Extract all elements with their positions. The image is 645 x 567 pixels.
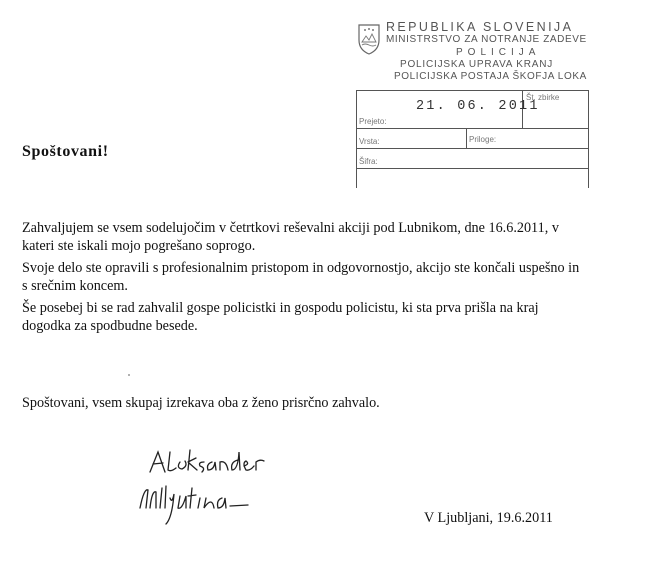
- handwritten-signature: [138, 448, 308, 528]
- letter-closing: Spoštovani, vsem skupaj izrekava oba z ženo prisrčno zahvalo.: [22, 395, 380, 411]
- stamp-received-label: Prejeto:: [359, 117, 387, 126]
- letter-paragraph-thanks: Zahvaljujem se vsem sodelujočim v četrtkovi reševalni akciji pod Lubnikom, dne 16.6.2011, v kateri ste iskali mojo pogrešano soprogo.: [22, 220, 559, 254]
- stamp-header-police: POLICIJA: [456, 47, 541, 58]
- stamp-attachments-label: Priloge:: [469, 135, 497, 144]
- coat-of-arms-icon: [356, 22, 382, 56]
- stamp-registration-grid: [356, 90, 588, 188]
- stamp-header-country: REPUBLIKA SLOVENIJA: [386, 20, 574, 34]
- stamp-header-directorate: POLICIJSKA UPRAVA KRANJ: [400, 59, 554, 70]
- stamp-code-label: Vrsta:: [359, 137, 380, 146]
- letter-greeting: Spoštovani!: [22, 143, 109, 160]
- place-and-date: V Ljubljani, 19.6.2011: [424, 510, 553, 526]
- stamp-header-station: POLICIJSKA POSTAJA ŠKOFJA LOKA: [394, 71, 587, 82]
- stamp-header-ministry: MINISTRSTVO ZA NOTRANJE ZADEVE: [386, 34, 587, 45]
- stamp-date: 21. 06. 2011: [416, 99, 540, 114]
- scan-speck: [128, 374, 130, 376]
- stamp-number-label: Št. zbirke: [526, 93, 560, 102]
- letter-paragraph-special-thanks: Še posebej bi se rad zahvalil gospe policistki in gospodu policistu, ki sta prva prišla na kraj dogodka za spodbudne besede.: [22, 300, 539, 334]
- letter-paragraph-work: Svoje delo ste opravili s profesionalnim pristopom in odgovornostjo, akcijo ste končali uspešno in s srečnim koncem.: [22, 260, 580, 294]
- received-stamp: [356, 18, 588, 190]
- stamp-value-label: Šifra:: [359, 157, 378, 166]
